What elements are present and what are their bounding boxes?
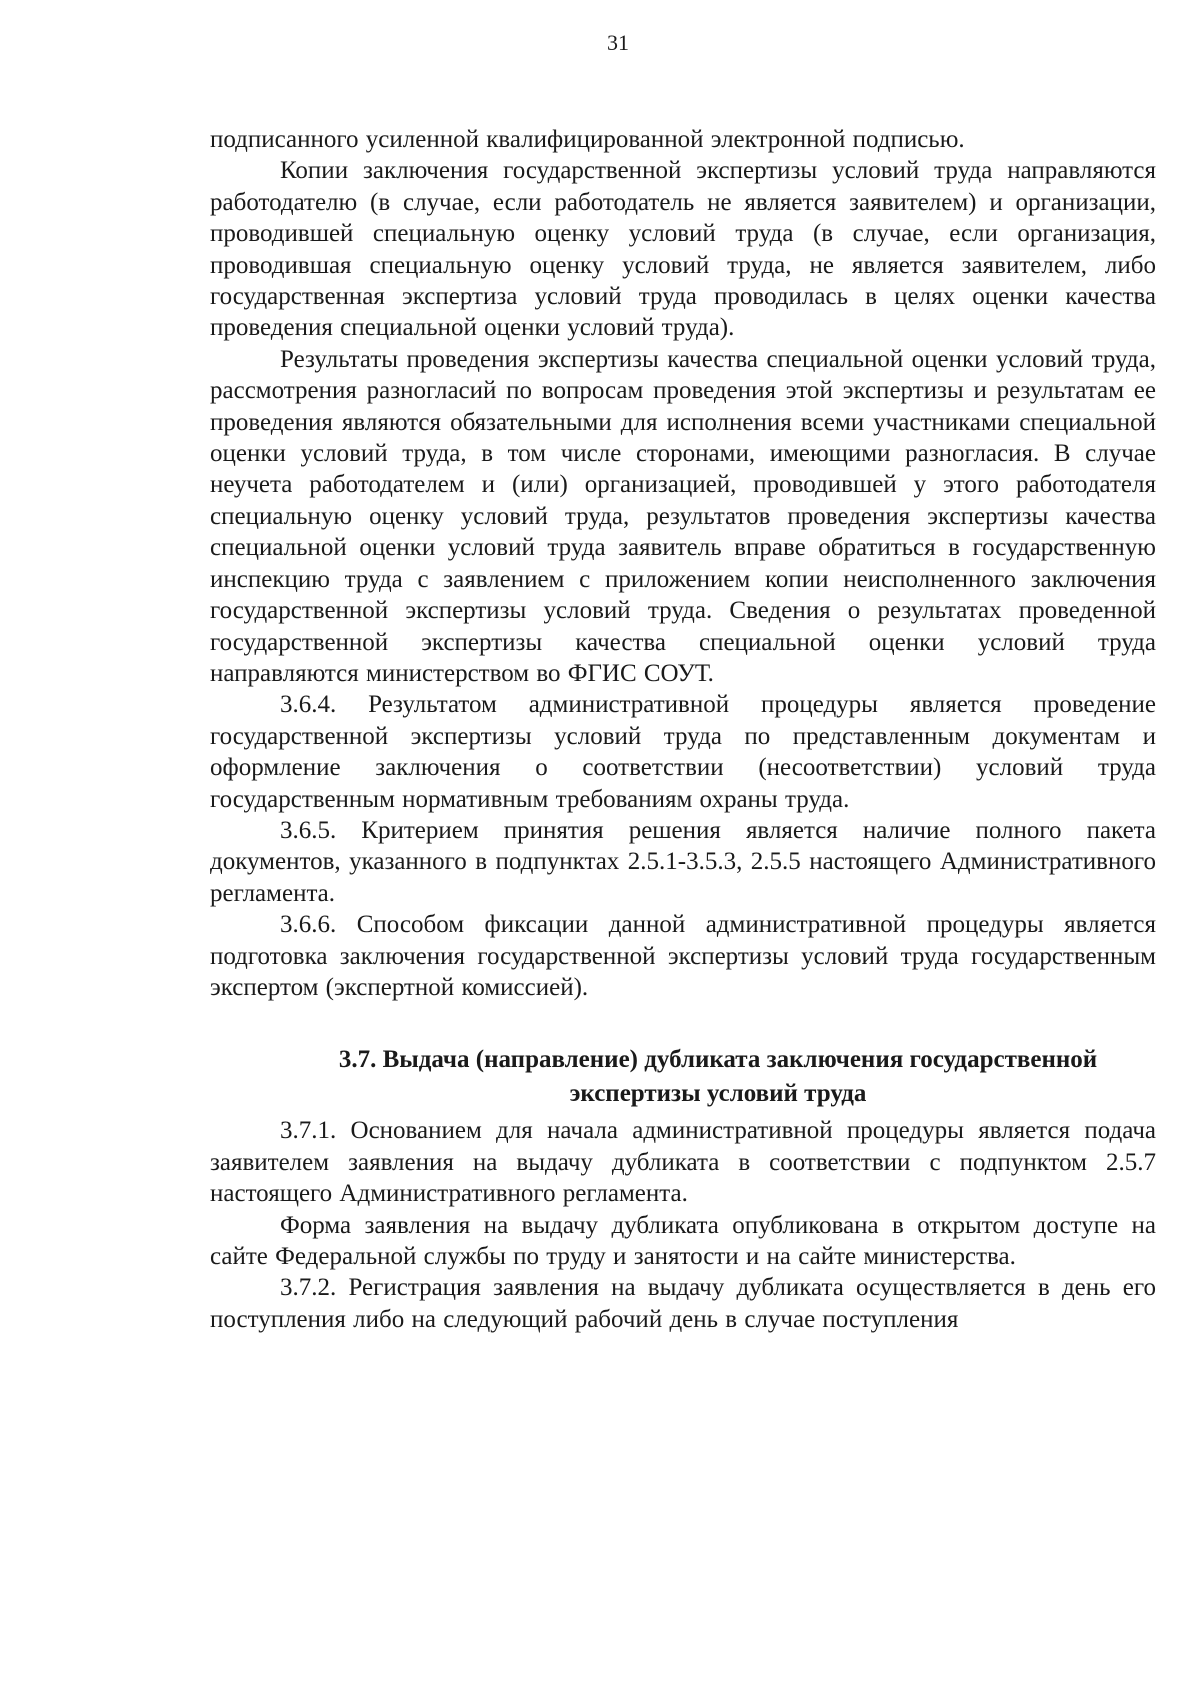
section-spacer xyxy=(210,1003,1156,1033)
paragraph: 3.7.1. Основанием для начала административной процедуры является подача заявителем заявления на выдачу дубликата в соответствии с подпунктом 2.5.7 настоящего Административного регламента. xyxy=(210,1117,1156,1208)
paragraph: Копии заключения государственной экспертизы условий труда направляются работодателю (в случае, если работодатель не является заявителем) и организации, проводившей специальную оценку условий труда (в случае, если организация, проводившая специальную оценку условий труда, не является заявителем, либо государственная экспертиза условий труда проводилась в целях оценки качества проведения специальной оценки условий труда). xyxy=(210,157,1156,342)
paragraph: 3.6.5. Критерием принятия решения является наличие полного пакета документов, указанного в подпунктах 2.5.1-3.5.3, 2.5.5 настоящего Административного регламента. xyxy=(210,816,1156,907)
section-heading xyxy=(210,1043,1156,1111)
document-body xyxy=(210,124,1156,1335)
paragraph: 3.7.2. Регистрация заявления на выдачу дубликата осуществляется в день его поступления либо на следующий рабочий день в случае поступления xyxy=(210,1274,1156,1333)
paragraph: Форма заявления на выдачу дубликата опубликована в открытом доступе на сайте Федеральной службы по труду и занятости и на сайте министерства. xyxy=(210,1211,1156,1270)
page-number: 31 xyxy=(607,30,629,55)
paragraph: 3.6.6. Способом фиксации данной административной процедуры является подготовка заключения государственной экспертизы условий труда государственным экспертом (экспертной комиссией). xyxy=(210,911,1156,1001)
paragraph: 3.6.4. Результатом административной процедуры является проведение государственной экспертизы условий труда по представленным документам и оформление заключения о соответствии (несоответствии) условий труда государственным нормативным требованиям охраны труда. xyxy=(210,691,1156,813)
paragraph: Результаты проведения экспертизы качества специальной оценки условий труда, рассмотрения разногласий по вопросам проведения этой экспертизы и результатам ее проведения являются обязательными для исполнения всеми участниками специальной оценки условий труда, в том числе сторонами, имеющими разногласия. В случае неучета работодателем и (или) организацией, проводившей у этого работодателя специальную оценку условий труда, результатов проведения экспертизы качества специальной оценки условий труда заявитель вправе обратиться в государственную инспекцию труда с заявлением с приложением копии неисполненного заключения государственной экспертизы условий труда. Сведения о результатах проведенной государственной экспертизы качества специальной оценки условий труда направляются министерством во ФГИС СОУТ. xyxy=(210,345,1156,687)
section-heading-line-2: экспертизы условий труда xyxy=(569,1080,867,1108)
section-heading-line-1: 3.7. Выдача (направление) дубликата заключения государственной xyxy=(338,1046,1098,1074)
paragraph: подписанного усиленной квалифицированной электронной подписью. xyxy=(210,126,965,153)
